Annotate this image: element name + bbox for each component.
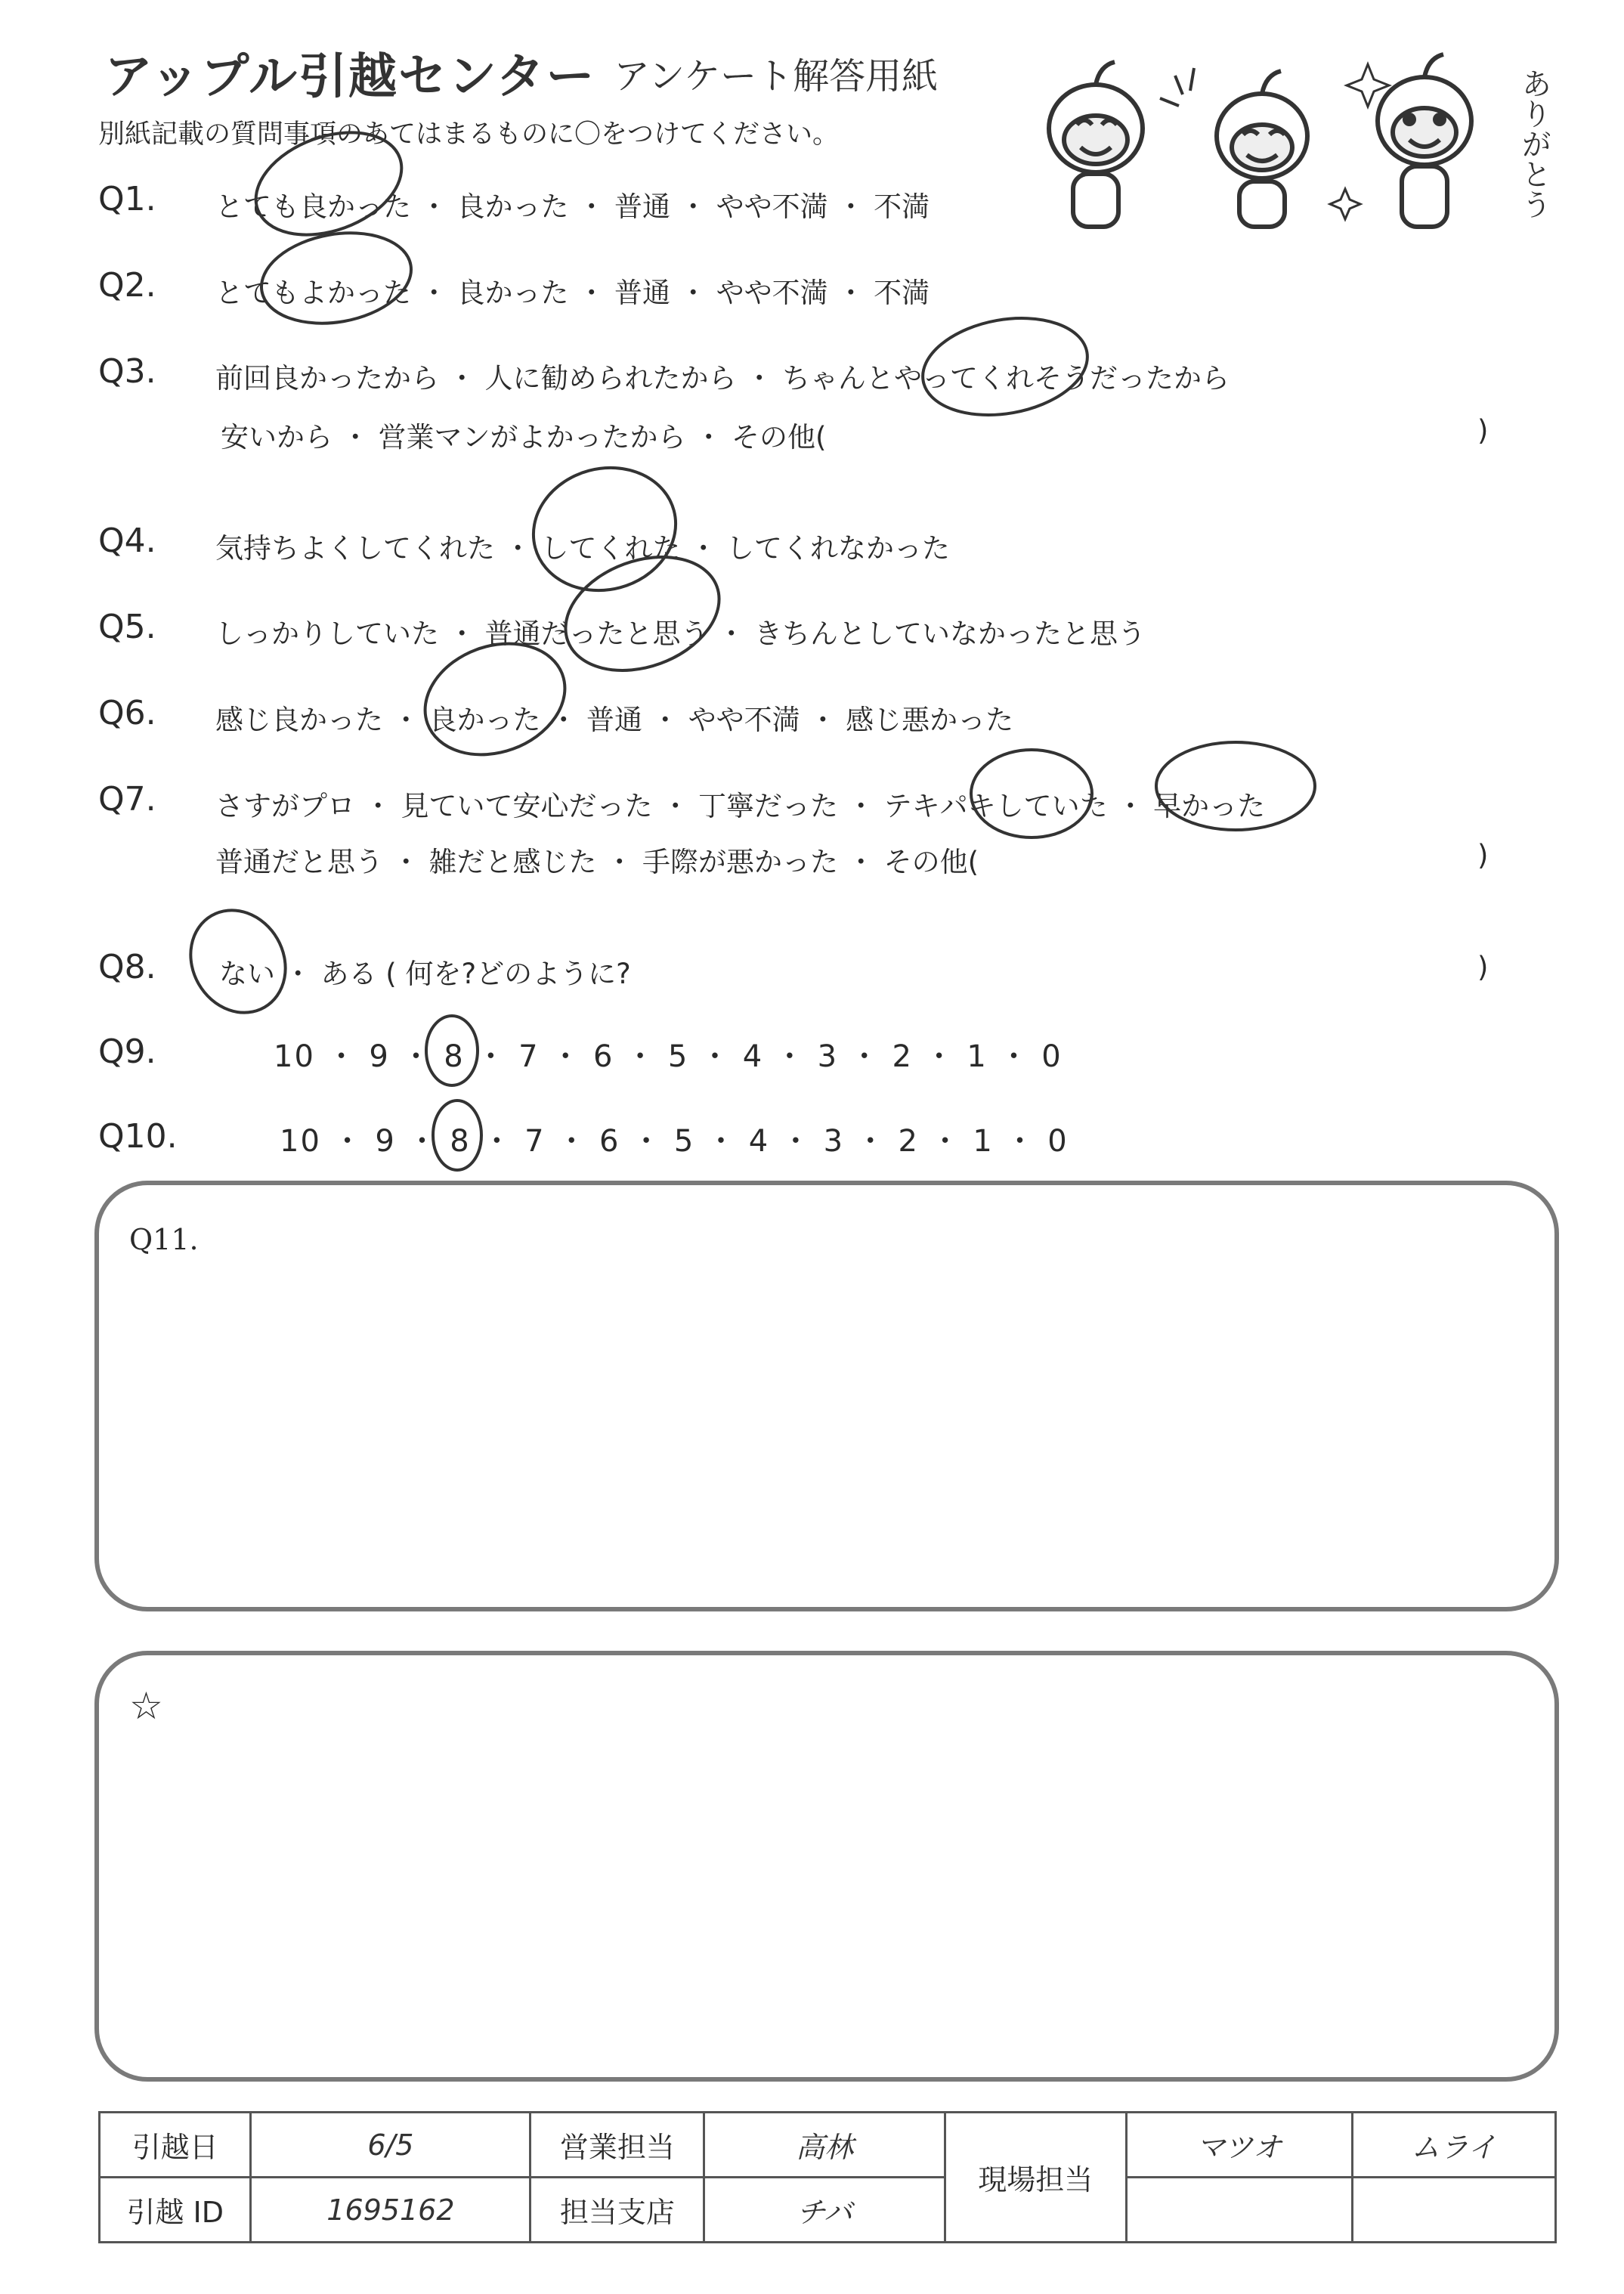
move-id-label: 引越 ID — [100, 2178, 251, 2243]
q10-scale: 10 ・ 9 ・ 8 ・ 7 ・ 6 ・ 5 ・ 4 ・ 3 ・ 2 ・ 1 ・ 0 — [280, 1124, 1069, 1159]
thanks-text: ありがとう — [1517, 68, 1551, 219]
q3-label: Q3. — [98, 352, 156, 391]
branch-value: チバ — [704, 2178, 945, 2243]
q2-label: Q2. — [98, 266, 156, 305]
branch-label: 担当支店 — [531, 2178, 704, 2243]
q1-options: とても良かった ・ 良かった ・ 普通 ・ やや不満 ・ 不満 — [215, 190, 930, 223]
q2-selection-circle — [254, 222, 418, 335]
q2-options: とてもよかった ・ 良かった ・ 普通 ・ やや不満 ・ 不満 — [215, 277, 930, 309]
sales-label: 営業担当 — [531, 2113, 704, 2178]
q7-options-line2: 普通だと思う ・ 雑だと感じた ・ 手際が悪かった ・ その他( — [215, 846, 979, 878]
q7-selection-circle-2 — [1156, 742, 1315, 830]
q1-label: Q1. — [98, 180, 156, 218]
q10-selection-circle — [433, 1101, 481, 1170]
q9-selection-circle — [426, 1016, 478, 1085]
q6-options: 感じ良かった ・ 良かった ・ 普通 ・ やや不満 ・ 感じ悪かった — [215, 704, 1014, 736]
q5-label: Q5. — [98, 608, 156, 646]
q7-label: Q7. — [98, 780, 156, 819]
q5-selection-circle — [549, 537, 735, 690]
q1-selection-circle — [242, 114, 416, 254]
q4-options: 気持ちよくしてくれた ・ してくれた ・ してくれなかった — [215, 532, 951, 565]
site-empty-cell-1 — [1126, 2178, 1352, 2243]
q4-selection-circle — [520, 452, 690, 606]
site-label: 現場担当 — [945, 2113, 1126, 2243]
q8-label: Q8. — [98, 948, 156, 986]
q3-options: 前回良かったから ・ 人に勧められたから ・ ちゃんとやってくれそうだったから — [215, 362, 1230, 395]
q7-selection-circle-1 — [971, 750, 1092, 837]
q11-answer-box[interactable] — [94, 1181, 1559, 1611]
sales-value: 高林 — [704, 2113, 945, 2178]
footer-table — [98, 2111, 1557, 2243]
q8-selection-circle — [172, 893, 304, 1029]
site-empty-cell-2 — [1352, 2178, 1555, 2243]
site-value-2: ムライ — [1352, 2113, 1555, 2178]
move-id-value: 1695162 — [251, 2178, 531, 2243]
q3-options-line2: 安いから ・ 営業マンがよかったから ・ その他( — [221, 421, 827, 454]
q9-scale: 10 ・ 9 ・ 8 ・ 7 ・ 6 ・ 5 ・ 4 ・ 3 ・ 2 ・ 1 ・ 0 — [274, 1039, 1063, 1074]
comment-box[interactable] — [94, 1651, 1559, 2082]
q5-options: しっかりしていた ・ 普通だったと思う ・ きちんとしていなかったと思う — [215, 618, 1146, 650]
star-label: ☆ — [129, 1684, 163, 1728]
move-date-value: 6/5 — [251, 2113, 531, 2178]
site-value-1: マツオ — [1126, 2113, 1352, 2178]
q8-options: ない ・ ある ( 何を?どのように? — [219, 958, 631, 990]
q3-selection-circle — [915, 306, 1095, 427]
q6-selection-circle — [410, 625, 580, 774]
q4-label: Q4. — [98, 522, 156, 560]
company-title: アップル引越センター — [104, 49, 596, 105]
q7-options: さすがプロ ・ 見ていて安心だった ・ 丁寧だった ・ テキパキしていた ・ 早かった — [215, 790, 1266, 822]
q11-label: Q11. — [129, 1223, 199, 1256]
q6-label: Q6. — [98, 694, 156, 732]
move-date-label: 引越日 — [100, 2113, 251, 2178]
form-subtitle: アンケート解答用紙 — [614, 55, 939, 98]
q3-close-paren: ) — [1477, 414, 1489, 447]
q10-label: Q10. — [98, 1117, 178, 1156]
q8-close-paren: ) — [1477, 951, 1489, 983]
q7-close-paren: ) — [1477, 839, 1489, 871]
instruction-text: 別紙記載の質問事項のあてはまるものに〇をつけてください。 — [98, 119, 840, 150]
q9-label: Q9. — [98, 1032, 156, 1071]
